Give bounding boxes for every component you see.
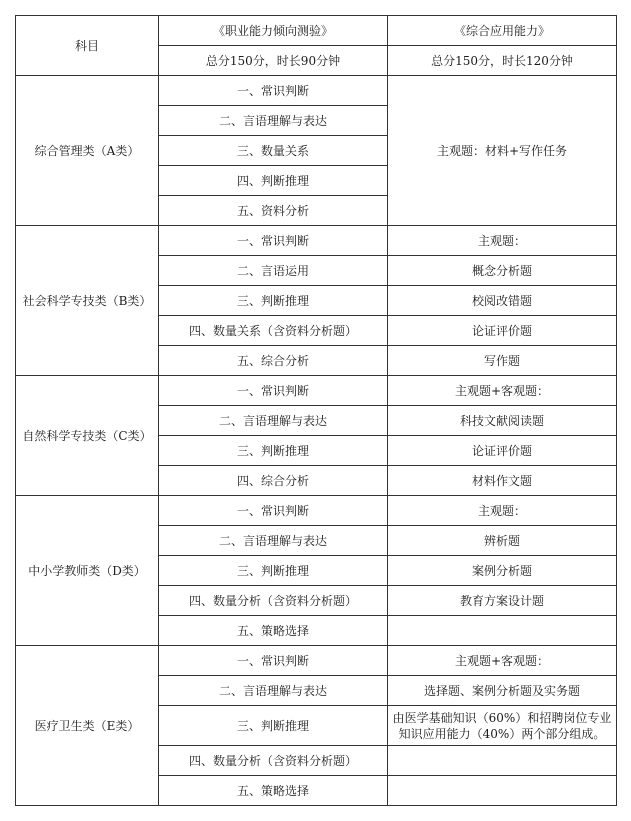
- table-row: [16, 376, 617, 406]
- applied-item-cell: 选择题、案例分析题及实务题: [388, 676, 617, 706]
- test-item-cell: 一、常识判断: [159, 496, 388, 526]
- exam-subjects-table: [15, 15, 617, 806]
- applied-item-cell: 主观题：: [388, 226, 617, 256]
- applied-item-cell: 科技文献阅读题: [388, 406, 617, 436]
- category-cell: 社会科学专技类（B类）: [16, 226, 159, 376]
- applied-item-cell: 校阅改错题: [388, 286, 617, 316]
- applied-item-cell: 主观题：: [388, 496, 617, 526]
- col2-subtitle: 总分150分，时长120分钟: [388, 46, 617, 76]
- category-cell: 自然科学专技类（C类）: [16, 376, 159, 496]
- applied-item-cell: 主观题+客观题：: [388, 646, 617, 676]
- test-item-cell: 四、综合分析: [159, 466, 388, 496]
- applied-item-cell: 写作题: [388, 346, 617, 376]
- subject-header: 科目: [16, 16, 159, 76]
- test-item-cell: 四、判断推理: [159, 166, 388, 196]
- table-row: [16, 646, 617, 676]
- col2-title: 《综合应用能力》: [388, 16, 617, 46]
- test-item-cell: 四、数量分析（含资料分析题）: [159, 586, 388, 616]
- test-item-cell: 二、言语理解与表达: [159, 676, 388, 706]
- test-item-cell: 三、判断推理: [159, 706, 388, 746]
- test-item-cell: 二、言语运用: [159, 256, 388, 286]
- test-item-cell: 三、数量关系: [159, 136, 388, 166]
- table-row: [16, 226, 617, 256]
- test-item-cell: 二、言语理解与表达: [159, 406, 388, 436]
- test-item-cell: 一、常识判断: [159, 646, 388, 676]
- table-row: [16, 496, 617, 526]
- test-item-cell: 五、资料分析: [159, 196, 388, 226]
- test-item-cell: 三、判断推理: [159, 556, 388, 586]
- table-row: [16, 76, 617, 106]
- applied-item-cell: 主观题+客观题：: [388, 376, 617, 406]
- test-item-cell: 二、言语理解与表达: [159, 526, 388, 556]
- applied-item-cell: 教育方案设计题: [388, 586, 617, 616]
- applied-item-cell: [388, 776, 617, 806]
- test-item-cell: 三、判断推理: [159, 286, 388, 316]
- col1-subtitle: 总分150分，时长90分钟: [159, 46, 388, 76]
- category-cell: 综合管理类（A类）: [16, 76, 159, 226]
- applied-item-cell: 案例分析题: [388, 556, 617, 586]
- applied-item-cell: 主观题：材料+写作任务: [388, 76, 617, 226]
- table-header-row: [16, 16, 617, 46]
- test-item-cell: 一、常识判断: [159, 226, 388, 256]
- applied-item-cell: [388, 746, 617, 776]
- applied-item-cell: 由医学基础知识（60%）和招聘岗位专业知识应用能力（40%）两个部分组成。: [388, 706, 617, 746]
- applied-item-cell: 论证评价题: [388, 436, 617, 466]
- applied-item-cell: [388, 616, 617, 646]
- applied-item-cell: 论证评价题: [388, 316, 617, 346]
- applied-item-cell: 概念分析题: [388, 256, 617, 286]
- col1-title: 《职业能力倾向测验》: [159, 16, 388, 46]
- applied-item-cell: 辨析题: [388, 526, 617, 556]
- test-item-cell: 一、常识判断: [159, 76, 388, 106]
- test-item-cell: 五、策略选择: [159, 616, 388, 646]
- test-item-cell: 四、数量分析（含资料分析题）: [159, 746, 388, 776]
- test-item-cell: 二、言语理解与表达: [159, 106, 388, 136]
- test-item-cell: 一、常识判断: [159, 376, 388, 406]
- category-cell: 中小学教师类（D类）: [16, 496, 159, 646]
- applied-item-cell: 材料作文题: [388, 466, 617, 496]
- category-cell: 医疗卫生类（E类）: [16, 646, 159, 806]
- test-item-cell: 三、判断推理: [159, 436, 388, 466]
- test-item-cell: 五、策略选择: [159, 776, 388, 806]
- test-item-cell: 四、数量关系（含资料分析题）: [159, 316, 388, 346]
- test-item-cell: 五、综合分析: [159, 346, 388, 376]
